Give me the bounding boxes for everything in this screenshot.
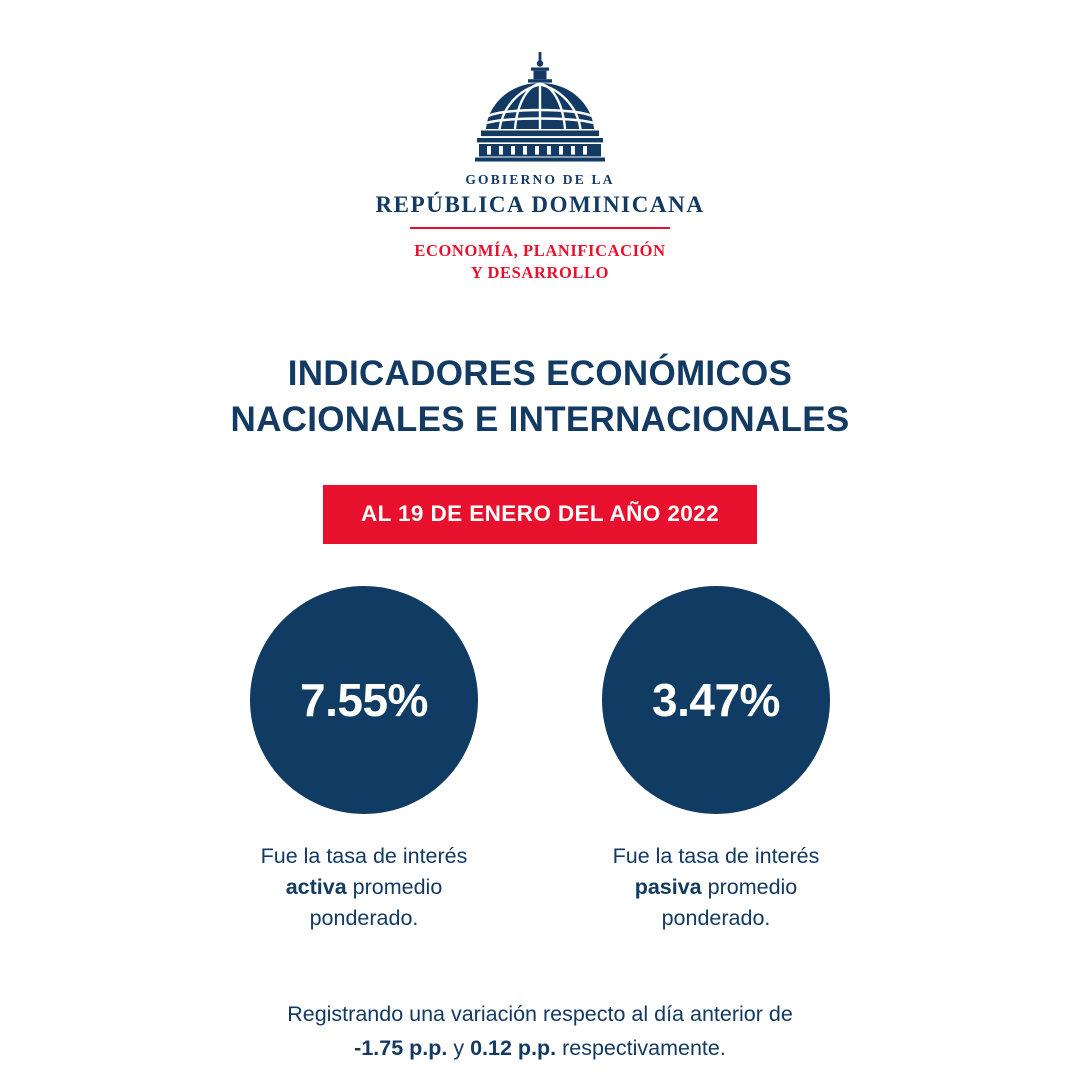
caption-prefix: Fue la tasa de interés [260,843,468,868]
footnote-line-2 [287,1032,793,1065]
logo-line-gobierno: GOBIERNO DE LA [465,172,615,187]
stat-caption [613,841,820,935]
stats-row [250,586,830,935]
stat-active-rate [250,586,478,935]
caption-prefix: Fue la tasa de interés [612,843,820,868]
footnote-line-1: Registrando una variación respecto al día anterior de [287,1002,793,1027]
ministry-line-2: Y DESARROLLO [470,263,610,283]
caption-strong: pasiva [634,875,702,900]
logo-divider [410,227,670,229]
logo-line-republica: REPÚBLICA DOMINICANA [375,192,705,217]
stat-caption [261,841,468,935]
caption-end: ponderado. [309,906,419,931]
page-title [231,351,850,443]
page-title-line-1: INDICADORES ECONÓMICOS [287,353,793,393]
footnote-conjunction: y [453,1035,465,1060]
stat-value: 7.55% [300,673,428,726]
page-title-line-2: NACIONALES E INTERNACIONALES [230,399,850,439]
ministry-line-1: ECONOMÍA, PLANIFICACIÓN [414,241,666,260]
variation-footnote [287,998,793,1065]
stat-circle [250,586,478,814]
government-logo [375,52,704,285]
date-banner: AL 19 DE ENERO DEL AÑO 2022 [323,485,757,544]
caption-suffix: promedio [352,875,443,900]
stat-passive-rate [602,586,830,935]
caption-strong: activa [285,875,347,900]
caption-suffix: promedio [707,875,798,900]
stat-circle [602,586,830,814]
footnote-tail: respectivamente. [562,1035,726,1060]
ministry-name [414,240,665,285]
footnote-value-1: -1.75 p.p. [354,1035,448,1060]
stat-value: 3.47% [652,673,780,726]
caption-end: ponderado. [661,906,771,931]
footnote-value-2: 0.12 p.p. [470,1035,557,1060]
dome-icon [455,52,625,162]
